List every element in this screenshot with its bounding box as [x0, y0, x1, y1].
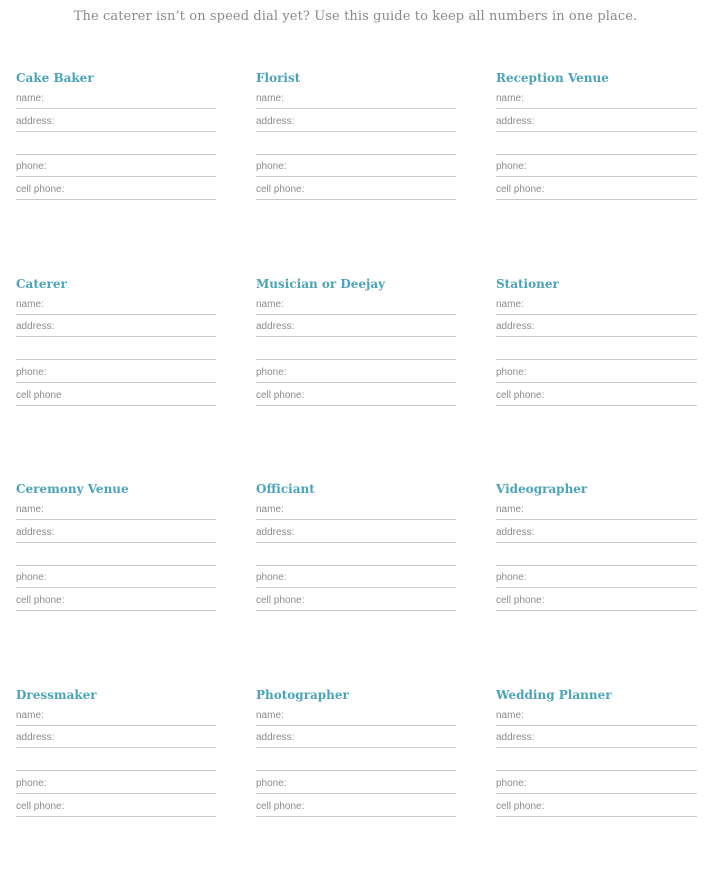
phone-label: phone: [496, 367, 527, 378]
phone-field[interactable] [16, 360, 216, 383]
cell-phone-label: cell phone: [256, 595, 304, 606]
phone-label: phone: [496, 778, 527, 789]
address-label: address: [16, 321, 54, 332]
cell-phone-field[interactable] [256, 794, 456, 817]
contact-card-videographer [496, 481, 697, 687]
name-label: name: [256, 710, 284, 721]
contact-card-dressmaker [16, 687, 216, 892]
phone-field[interactable] [256, 771, 456, 794]
contact-card-florist [256, 70, 456, 276]
phone-field[interactable] [496, 360, 697, 383]
contact-card-wedding-planner [496, 687, 697, 892]
address-field[interactable] [16, 109, 216, 132]
card-title: Dressmaker [16, 687, 216, 708]
name-label: name: [496, 504, 524, 515]
address-label: address: [256, 732, 294, 743]
phone-field[interactable] [496, 566, 697, 589]
address-field[interactable] [256, 520, 456, 543]
cell-phone-field[interactable] [256, 383, 456, 406]
address-line-2-field[interactable] [16, 337, 216, 360]
cell-phone-label: cell phone: [16, 184, 64, 195]
card-title: Photographer [256, 687, 456, 708]
phone-label: phone: [496, 572, 527, 583]
cell-phone-label: cell phone: [496, 801, 544, 812]
name-label: name: [496, 710, 524, 721]
address-label: address: [16, 527, 54, 538]
address-line-2-field[interactable] [16, 132, 216, 155]
phone-field[interactable] [16, 155, 216, 178]
address-line-2-field[interactable] [496, 132, 697, 155]
name-field[interactable] [256, 297, 456, 315]
address-field[interactable] [16, 520, 216, 543]
name-label: name: [256, 504, 284, 515]
address-field[interactable] [16, 315, 216, 338]
address-line-2-field[interactable] [496, 748, 697, 771]
phone-label: phone: [16, 572, 47, 583]
address-field[interactable] [256, 726, 456, 749]
address-label: address: [496, 321, 534, 332]
contact-card-officiant [256, 481, 456, 687]
address-field[interactable] [256, 315, 456, 338]
phone-field[interactable] [16, 771, 216, 794]
cell-phone-field[interactable] [16, 177, 216, 200]
cell-phone-field[interactable] [256, 588, 456, 611]
cell-phone-label: cell phone: [256, 801, 304, 812]
address-field[interactable] [496, 315, 697, 338]
address-label: address: [496, 732, 534, 743]
phone-label: phone: [256, 161, 287, 172]
card-title: Ceremony Venue [16, 481, 216, 502]
cell-phone-label: cell phone: [256, 390, 304, 401]
address-field[interactable] [496, 520, 697, 543]
cell-phone-label: cell phone: [16, 595, 64, 606]
card-title: Officiant [256, 481, 456, 502]
address-line-2-field[interactable] [256, 748, 456, 771]
address-field[interactable] [496, 726, 697, 749]
name-label: name: [496, 93, 524, 104]
cell-phone-label: cell phone: [496, 184, 544, 195]
name-label: name: [16, 710, 44, 721]
name-field[interactable] [496, 502, 697, 520]
contact-card-cake-baker [16, 70, 216, 276]
contact-card-ceremony-venue [16, 481, 216, 687]
name-label: name: [16, 299, 44, 310]
phone-field[interactable] [496, 155, 697, 178]
address-label: address: [496, 116, 534, 127]
card-title: Wedding Planner [496, 687, 697, 708]
cell-phone-label: cell phone: [16, 801, 64, 812]
cell-phone-label: cell phone [16, 390, 62, 401]
name-field[interactable] [256, 91, 456, 109]
card-title: Videographer [496, 481, 697, 502]
address-line-2-field[interactable] [496, 543, 697, 566]
name-field[interactable] [496, 297, 697, 315]
name-label: name: [256, 93, 284, 104]
address-field[interactable] [496, 109, 697, 132]
cell-phone-label: cell phone: [256, 184, 304, 195]
card-title: Caterer [16, 276, 216, 297]
card-title: Reception Venue [496, 70, 697, 91]
contact-card-musician-or-deejay [256, 276, 456, 482]
name-field[interactable] [496, 708, 697, 726]
cell-phone-field[interactable] [496, 383, 697, 406]
address-line-2-field[interactable] [256, 132, 456, 155]
intro-text: The caterer isn’t on speed dial yet? Use this guide to keep all numbers in one place. [0, 9, 711, 24]
phone-label: phone: [16, 367, 47, 378]
cell-phone-label: cell phone: [496, 390, 544, 401]
address-field[interactable] [16, 726, 216, 749]
phone-label: phone: [256, 572, 287, 583]
name-label: name: [16, 504, 44, 515]
name-field[interactable] [256, 708, 456, 726]
phone-field[interactable] [256, 155, 456, 178]
address-field[interactable] [256, 109, 456, 132]
address-label: address: [16, 116, 54, 127]
name-label: name: [496, 299, 524, 310]
contact-card-reception-venue [496, 70, 697, 276]
phone-field[interactable] [256, 566, 456, 589]
name-label: name: [16, 93, 44, 104]
address-line-2-field[interactable] [16, 748, 216, 771]
cell-phone-field[interactable] [496, 588, 697, 611]
phone-label: phone: [256, 778, 287, 789]
phone-field[interactable] [496, 771, 697, 794]
contact-card-caterer [16, 276, 216, 482]
address-line-2-field[interactable] [256, 337, 456, 360]
phone-field[interactable] [256, 360, 456, 383]
cell-phone-field[interactable] [256, 177, 456, 200]
phone-label: phone: [16, 778, 47, 789]
phone-field[interactable] [16, 566, 216, 589]
contact-grid [16, 70, 696, 892]
phone-label: phone: [16, 161, 47, 172]
name-label: name: [256, 299, 284, 310]
cell-phone-label: cell phone: [496, 595, 544, 606]
address-line-2-field[interactable] [496, 337, 697, 360]
contact-card-stationer [496, 276, 697, 482]
cell-phone-field[interactable] [16, 383, 216, 406]
name-field[interactable] [16, 297, 216, 315]
card-title: Florist [256, 70, 456, 91]
phone-label: phone: [256, 367, 287, 378]
card-title: Cake Baker [16, 70, 216, 91]
cell-phone-field[interactable] [496, 794, 697, 817]
card-title: Musician or Deejay [256, 276, 456, 297]
cell-phone-field[interactable] [496, 177, 697, 200]
cell-phone-field[interactable] [16, 794, 216, 817]
name-field[interactable] [256, 502, 456, 520]
name-field[interactable] [16, 502, 216, 520]
address-label: address: [16, 732, 54, 743]
name-field[interactable] [16, 708, 216, 726]
address-label: address: [256, 116, 294, 127]
address-line-2-field[interactable] [256, 543, 456, 566]
name-field[interactable] [16, 91, 216, 109]
cell-phone-field[interactable] [16, 588, 216, 611]
address-line-2-field[interactable] [16, 543, 216, 566]
phone-label: phone: [496, 161, 527, 172]
address-label: address: [256, 527, 294, 538]
card-title: Stationer [496, 276, 697, 297]
address-label: address: [496, 527, 534, 538]
name-field[interactable] [496, 91, 697, 109]
contact-card-photographer [256, 687, 456, 892]
address-label: address: [256, 321, 294, 332]
